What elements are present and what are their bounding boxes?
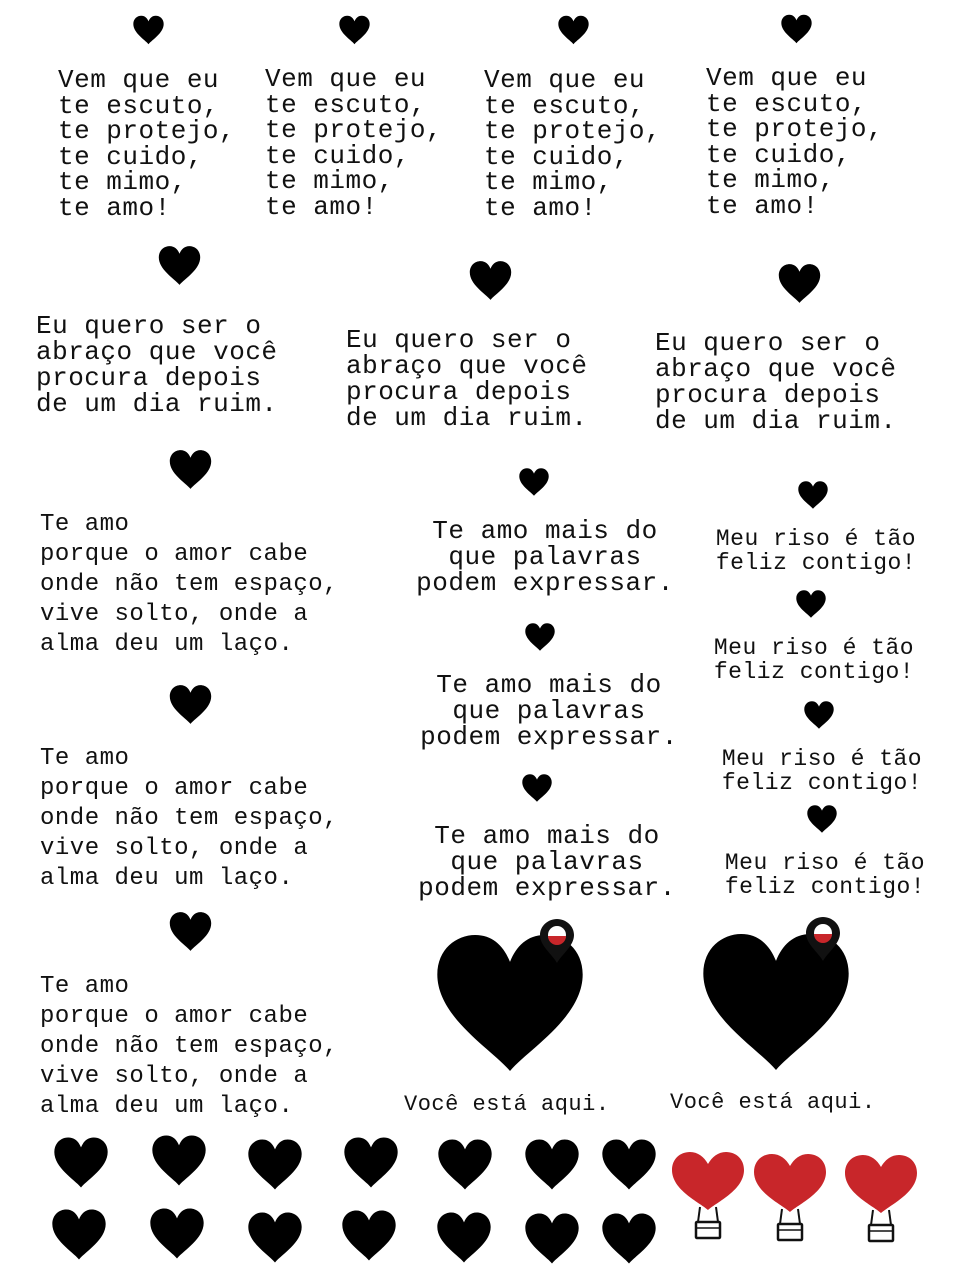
riso-text: Meu riso é tão feliz contigo! xyxy=(724,850,926,900)
heart-icon xyxy=(780,13,813,45)
heart-icon xyxy=(342,1135,400,1190)
abraco-text: Eu quero ser o abraço que você procura depois de um dia ruim. xyxy=(655,328,897,436)
heart-icon xyxy=(777,262,822,305)
amo-mais-text: Te amo mais do que palavras podem expressar. xyxy=(420,670,678,752)
heart-icon xyxy=(557,14,590,46)
location-pin-icon xyxy=(538,918,576,964)
escuto-text: Vem que eu te escuto, te protejo, te cuido, te mimo, te amo! xyxy=(58,65,236,223)
abraco-text: Eu quero ser o abraço que você procura depois de um dia ruim. xyxy=(36,311,278,419)
abraco-text: Eu quero ser o abraço que você procura depois de um dia ruim. xyxy=(346,325,588,433)
heart-balloon-icon xyxy=(670,1150,746,1242)
heart-icon xyxy=(150,1133,208,1188)
heart-icon xyxy=(795,589,827,619)
aqui-text: Você está aqui. xyxy=(670,1090,876,1115)
heart-icon xyxy=(157,244,202,287)
heart-icon xyxy=(168,448,213,491)
heart-icon xyxy=(806,804,838,834)
location-pin-icon xyxy=(804,916,842,962)
heart-icon xyxy=(148,1206,206,1261)
riso-text: Meu riso é tão feliz contigo! xyxy=(721,746,923,796)
heart-icon xyxy=(803,700,835,730)
heart-icon xyxy=(523,1137,581,1192)
heart-icon xyxy=(797,480,829,510)
heart-icon xyxy=(523,1211,581,1266)
escuto-text: Vem que eu te escuto, te protejo, te cuido, te mimo, te amo! xyxy=(484,65,662,223)
heart-icon xyxy=(600,1211,658,1266)
amo-porque-text: Te amo porque o amor cabe onde não tem espaço, vive solto, onde a alma deu um laço. xyxy=(40,745,339,892)
amo-porque-text: Te amo porque o amor cabe onde não tem espaço, vive solto, onde a alma deu um laço. xyxy=(40,973,339,1120)
heart-icon xyxy=(246,1210,304,1265)
amo-mais-text: Te amo mais do que palavras podem expressar. xyxy=(416,516,674,598)
amo-mais-text: Te amo mais do que palavras podem expressar. xyxy=(418,821,676,903)
riso-text: Meu riso é tão feliz contigo! xyxy=(715,526,917,576)
heart-icon xyxy=(518,467,550,497)
heart-icon xyxy=(435,1210,493,1265)
amo-porque-text: Te amo porque o amor cabe onde não tem espaço, vive solto, onde a alma deu um laço. xyxy=(40,511,339,658)
heart-icon xyxy=(168,910,213,953)
heart-icon xyxy=(468,259,513,302)
heart-icon xyxy=(436,1137,494,1192)
heart-balloon-icon xyxy=(752,1152,828,1244)
heart-icon xyxy=(600,1137,658,1192)
riso-text: Meu riso é tão feliz contigo! xyxy=(713,635,915,685)
heart-icon xyxy=(340,1208,398,1263)
heart-icon xyxy=(246,1137,304,1192)
aqui-text: Você está aqui. xyxy=(404,1092,610,1117)
heart-icon xyxy=(168,683,213,726)
escuto-text: Vem que eu te escuto, te protejo, te cuido, te mimo, te amo! xyxy=(265,64,443,222)
heart-icon xyxy=(521,773,553,803)
heart-icon xyxy=(52,1135,110,1190)
heart-icon xyxy=(524,622,556,652)
heart-icon xyxy=(50,1207,108,1262)
heart-balloon-icon xyxy=(843,1153,919,1245)
heart-icon xyxy=(338,14,371,46)
heart-icon xyxy=(132,14,165,46)
escuto-text: Vem que eu te escuto, te protejo, te cuido, te mimo, te amo! xyxy=(706,63,884,221)
